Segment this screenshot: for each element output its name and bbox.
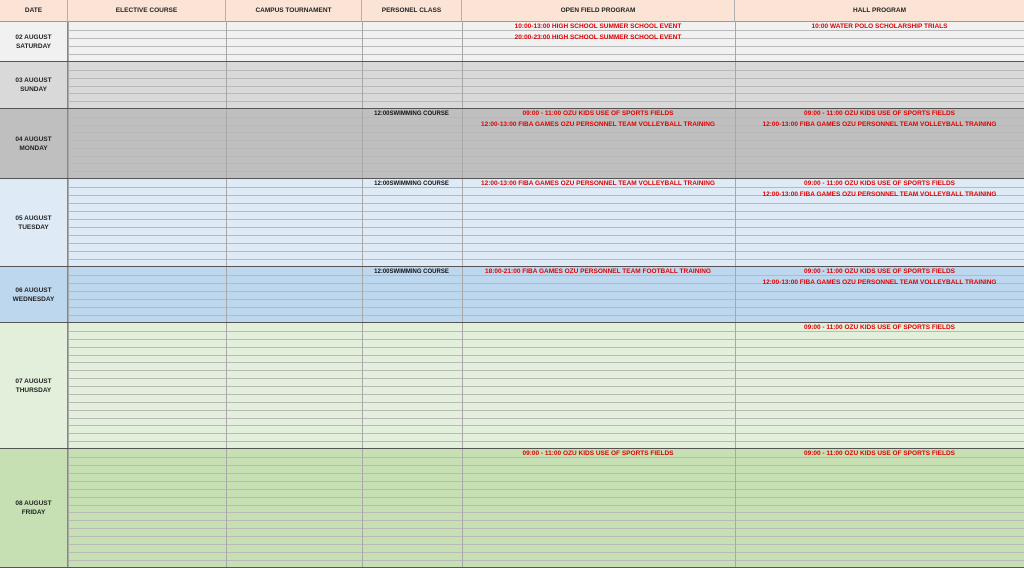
open-field-event: 10:00-13:00 HIGH SCHOOL SUMMER SCHOOL EVENT <box>514 23 682 30</box>
hall-program-event: 12:00-13:00 FIBA GAMES OZU PERSONNEL TEAM VOLLEYBALL TRAINING <box>762 121 997 128</box>
day-block <box>0 22 1024 62</box>
row-divider <box>68 410 1024 411</box>
personel-class-event: 12:00SWIMMING COURSE <box>374 111 449 117</box>
header-campus-tournament: CAMPUS TOURNAMENT <box>226 0 362 22</box>
row-divider <box>68 505 1024 506</box>
column-divider <box>68 179 69 266</box>
open-field-event: 18:00-21:00 FIBA GAMES OZU PERSONNEL TEAM FOOTBALL TRAINING <box>485 268 711 275</box>
day-block <box>0 109 1024 179</box>
day-block <box>0 62 1024 109</box>
hall-program-event: 09:00 - 11:00 OZU KIDS USE OF SPORTS FIELDS <box>804 180 955 187</box>
column-divider <box>68 22 69 61</box>
row-divider <box>68 156 1024 157</box>
row-divider <box>68 370 1024 371</box>
row-divider <box>68 425 1024 426</box>
open-field-event: 20:00-23:00 HIGH SCHOOL SUMMER SCHOOL EVENT <box>514 34 682 41</box>
column-divider <box>68 323 69 448</box>
row-divider <box>68 163 1024 164</box>
date-label: 04 AUGUST <box>15 135 52 143</box>
row-divider <box>68 291 1024 292</box>
day-block <box>0 179 1024 267</box>
weekday-label: MONDAY <box>19 144 48 152</box>
header-elective-course: ELECTIVE COURSE <box>68 0 226 22</box>
row-divider <box>68 140 1024 141</box>
row-divider <box>68 386 1024 387</box>
date-label: 05 AUGUST <box>15 214 52 222</box>
row-divider <box>68 362 1024 363</box>
row-divider <box>68 441 1024 442</box>
open-field-event: 12:00-13:00 FIBA GAMES OZU PERSONNEL TEAM VOLLEYBALL TRAINING <box>481 180 715 187</box>
date-cell <box>0 267 68 322</box>
row-divider <box>68 86 1024 87</box>
day-block <box>0 449 1024 568</box>
column-divider <box>226 323 227 448</box>
row-divider <box>68 489 1024 490</box>
header-date: DATE <box>0 0 68 22</box>
column-divider <box>68 267 69 322</box>
row-divider <box>68 378 1024 379</box>
column-divider <box>226 109 227 178</box>
date-cell <box>0 449 68 567</box>
row-divider <box>68 243 1024 244</box>
weekday-label: WEDNESDAY <box>12 295 55 303</box>
row-divider <box>68 315 1024 316</box>
column-divider <box>735 323 736 448</box>
row-divider <box>68 433 1024 434</box>
hall-program-event: 09:00 - 11:00 OZU KIDS USE OF SPORTS FIELDS <box>804 450 955 457</box>
column-divider <box>462 449 463 567</box>
hall-program-event: 12:00-13:00 FIBA GAMES OZU PERSONNEL TEAM VOLLEYBALL TRAINING <box>762 191 997 198</box>
column-divider <box>362 22 363 61</box>
weekday-label: FRIDAY <box>21 509 46 516</box>
row-divider <box>68 78 1024 79</box>
day-block <box>0 323 1024 449</box>
weekday-label: SUNDAY <box>20 86 47 93</box>
date-label: 06 AUGUST <box>15 286 52 294</box>
date-cell <box>0 179 68 266</box>
weekday-label: TUESDAY <box>18 223 49 231</box>
row-divider <box>68 93 1024 94</box>
row-divider <box>68 148 1024 149</box>
open-field-event: 09:00 - 11:00 OZU KIDS USE OF SPORTS FIELDS <box>522 450 674 457</box>
row-divider <box>68 520 1024 521</box>
row-divider <box>68 211 1024 212</box>
row-divider <box>68 132 1024 133</box>
header-open-field-program: OPEN FIELD PROGRAM <box>462 0 735 22</box>
column-divider <box>226 22 227 61</box>
column-divider <box>362 179 363 266</box>
date-cell <box>0 22 68 61</box>
header-hall-program: HALL PROGRAM <box>853 7 906 14</box>
row-divider <box>68 528 1024 529</box>
column-divider <box>462 62 463 108</box>
column-divider <box>362 449 363 567</box>
column-divider <box>226 267 227 322</box>
row-divider <box>68 560 1024 561</box>
row-divider <box>68 171 1024 172</box>
column-divider <box>735 449 736 567</box>
column-divider <box>68 449 69 567</box>
date-cell <box>0 323 68 448</box>
day-block <box>0 267 1024 323</box>
row-divider <box>68 46 1024 47</box>
date-cell <box>0 109 68 178</box>
row-divider <box>68 339 1024 340</box>
weekday-label: THURSDAY <box>15 386 52 394</box>
row-divider <box>68 402 1024 403</box>
hall-program-event: 09:00 - 11:00 OZU KIDS USE OF SPORTS FIELDS <box>804 268 955 275</box>
row-divider <box>68 552 1024 553</box>
open-field-event: 09:00 - 11:00 OZU KIDS USE OF SPORTS FIELDS <box>522 110 674 117</box>
row-divider <box>68 307 1024 308</box>
row-divider <box>68 219 1024 220</box>
row-divider <box>68 251 1024 252</box>
personel-class-event: 12:00SWIMMING COURSE <box>374 181 449 187</box>
row-divider <box>68 227 1024 228</box>
hall-program-event: 09:00 - 11:00 OZU KIDS USE OF SPORTS FIELDS <box>804 324 955 331</box>
row-divider <box>68 259 1024 260</box>
row-divider <box>68 536 1024 537</box>
hall-program-event: 12:00-13:00 FIBA GAMES OZU PERSONNEL TEAM VOLLEYBALL TRAINING <box>762 279 997 286</box>
row-divider <box>68 355 1024 356</box>
row-divider <box>68 235 1024 236</box>
row-divider <box>68 347 1024 348</box>
column-divider <box>362 323 363 448</box>
row-divider <box>68 512 1024 513</box>
header-personel-class: PERSONEL CLASS <box>362 0 462 22</box>
date-label: 03 AUGUST <box>15 77 52 84</box>
column-divider <box>68 62 69 108</box>
column-divider <box>226 62 227 108</box>
column-divider <box>68 109 69 178</box>
row-divider <box>68 203 1024 204</box>
date-label: 07 AUGUST <box>15 377 52 385</box>
row-divider <box>68 473 1024 474</box>
date-label: 08 AUGUST <box>15 500 52 507</box>
row-divider <box>68 418 1024 419</box>
row-divider <box>68 54 1024 55</box>
row-divider <box>68 299 1024 300</box>
hall-program-event: 09:00 - 11:00 OZU KIDS USE OF SPORTS FIELDS <box>804 110 955 117</box>
date-label: 02 AUGUST <box>15 33 52 41</box>
column-divider <box>226 179 227 266</box>
open-field-event: 12:00-13:00 FIBA GAMES OZU PERSONNEL TEAM VOLLEYBALL TRAINING <box>481 121 715 128</box>
row-divider <box>68 481 1024 482</box>
row-divider <box>68 544 1024 545</box>
personel-class-event: 12:00SWIMMING COURSE <box>374 269 449 275</box>
row-divider <box>68 101 1024 102</box>
row-divider <box>68 465 1024 466</box>
column-divider <box>462 323 463 448</box>
column-divider <box>362 109 363 178</box>
header-row <box>0 0 1024 22</box>
row-divider <box>68 70 1024 71</box>
column-divider <box>462 179 463 266</box>
row-divider <box>68 394 1024 395</box>
weekday-label: SATURDAY <box>15 42 52 50</box>
column-divider <box>735 62 736 108</box>
hall-program-event: 10:00 WATER POLO SCHOLARSHIP TRIALS <box>811 23 948 30</box>
column-divider <box>362 62 363 108</box>
date-cell <box>0 62 68 108</box>
column-divider <box>226 449 227 567</box>
row-divider <box>68 497 1024 498</box>
